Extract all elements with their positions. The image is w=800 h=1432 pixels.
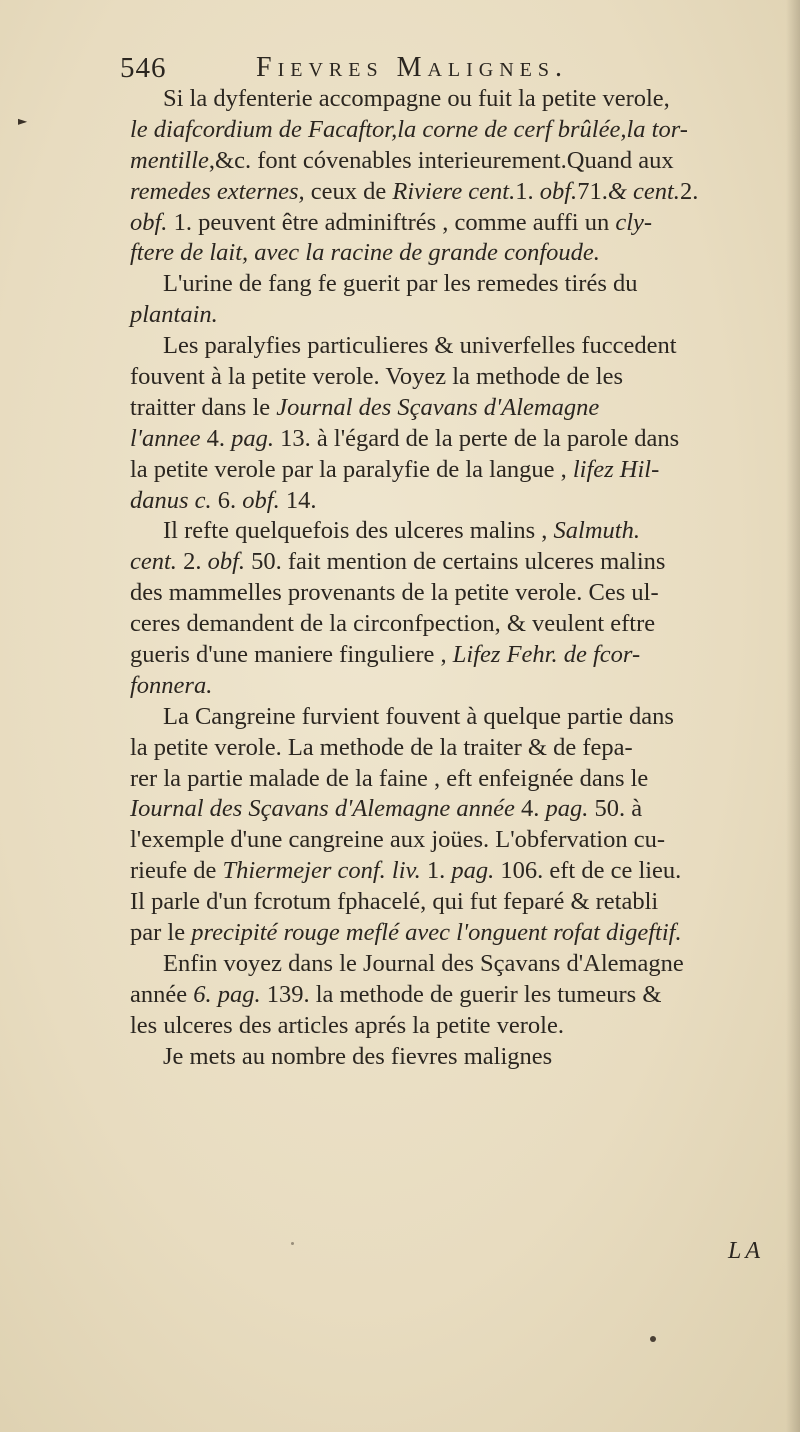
text-segment: 6. (211, 486, 243, 514)
italic-segment: 6. pag. (193, 980, 261, 1008)
italic-segment: plantain. (130, 301, 218, 329)
text-segment: Enfin voyez dans le Journal des Sçavans d'Alemagne (163, 949, 684, 977)
text-segment: 106. eft de ce lieu. (494, 857, 682, 885)
text-segment: traitter dans le (130, 393, 277, 421)
text-segment: 1. (515, 177, 540, 205)
text-segment: la petite verole par la paralyfie de la langue , (130, 455, 573, 483)
italic-segment: remedes externes, (130, 177, 305, 205)
text-line (130, 424, 790, 455)
text-line (130, 300, 790, 331)
text-line (130, 671, 790, 702)
text-segment: 4. (514, 795, 546, 823)
text-segment: 50. fait mention de certains ulceres malins (245, 548, 666, 576)
italic-segment: Salmuth. (553, 517, 640, 545)
italic-segment: pag. (231, 424, 275, 452)
text-line (130, 1011, 790, 1042)
text-line (130, 825, 790, 856)
italic-segment: cly- (615, 208, 653, 236)
italic-segment: precipité rouge meflé avec l'onguent rofat digeftif. (191, 919, 682, 947)
text-segment: 13. à l'égard de la perte de la parole dans (274, 424, 680, 452)
italic-segment: ftere de lait, avec la racine de grande confoude. (130, 239, 600, 267)
italic-segment: Riviere cent. (392, 177, 516, 205)
text-segment: rer la partie malade de la faine , eft enfeignée dans le (130, 764, 649, 792)
italic-segment: cent. (130, 548, 177, 576)
text-segment: Je mets au nombre des fievres malignes (163, 1042, 553, 1070)
text-line (130, 764, 790, 795)
text-segment: 2. (176, 548, 208, 576)
text-segment: Il refte quelquefois des ulceres malins , (163, 517, 554, 545)
italic-segment: obf. (207, 548, 245, 576)
text-line (130, 578, 790, 609)
text-line (130, 949, 790, 980)
text-segment: ,&c. font cóvenables interieurement.Quand aux (208, 146, 674, 174)
text-line (130, 887, 790, 918)
catchword: LA (728, 1238, 765, 1264)
ink-speck (650, 1336, 656, 1342)
italic-segment: obf. (539, 177, 578, 205)
text-segment: la petite verole. La methode de la traiter & de fepa- (130, 733, 633, 761)
text-segment: Il parle d'un fcrotum fphacelé, qui fut feparé & retabli (130, 888, 659, 916)
text-line (130, 1042, 790, 1073)
text-line (130, 362, 790, 393)
italic-segment: fonnera. (130, 671, 213, 699)
text-segment: 2. (679, 177, 699, 205)
text-segment: gueris d'une maniere finguliere , (130, 641, 453, 669)
italic-segment: pag. (451, 857, 495, 885)
text-segment: par le (130, 919, 192, 947)
text-segment: fouvent à la petite verole. Voyez la methode de les (130, 363, 624, 391)
italic-segment: l'annee (130, 424, 201, 452)
text-line (130, 455, 790, 486)
italic-segment: obf. (242, 486, 280, 514)
text-segment: 4. (200, 424, 232, 452)
text-segment: des mammelles provenants de la petite verole. Ces ul- (130, 579, 659, 607)
italic-segment: le diafcordium de Facaftor,la corne de cerf brûlée,la tor- (130, 115, 688, 143)
text-line (130, 115, 790, 146)
text-line (130, 393, 790, 424)
italic-segment: Journal des Sçavans d'Alemagne (276, 393, 600, 421)
italic-segment: pag. (545, 795, 589, 823)
italic-segment: Lifez Fehr. de fcor- (452, 641, 641, 669)
text-segment: L'urine de fang fe guerit par les remedes tirés du (163, 270, 638, 298)
text-line (130, 238, 790, 269)
text-line (130, 516, 790, 547)
text-line (130, 856, 790, 887)
text-line (130, 794, 790, 825)
text-line (130, 208, 790, 239)
text-line (130, 980, 790, 1011)
body-text (130, 84, 790, 1073)
text-segment: 139. la methode de guerir les tumeurs & (260, 980, 662, 1008)
text-segment: 1. (420, 857, 452, 885)
text-segment: Si la dyfenterie accompagne ou fuit la petite verole, (163, 85, 670, 112)
text-line (130, 331, 790, 362)
text-line (130, 733, 790, 764)
italic-segment: & cent. (607, 177, 680, 205)
margin-mark: ► (18, 114, 28, 128)
text-line (130, 918, 790, 949)
italic-segment: obf. (130, 208, 168, 236)
text-segment: 50. à (588, 795, 643, 823)
page-number: 546 (120, 52, 167, 84)
text-segment: les ulceres des articles aprés la petite verole. (130, 1011, 564, 1039)
text-line (130, 177, 790, 208)
text-line (130, 146, 790, 177)
text-segment: 1. peuvent être adminiftrés , comme auffi un (167, 208, 616, 236)
text-segment: année (130, 980, 194, 1008)
text-line (130, 702, 790, 733)
text-segment: 14. (279, 486, 317, 514)
italic-segment: lifez Hil- (572, 455, 660, 483)
text-segment: La Cangreine furvient fouvent à quelque partie dans (163, 702, 674, 730)
text-line (130, 269, 790, 300)
text-segment: ceres demandent de la circonfpection, & veulent eftre (130, 610, 656, 638)
text-segment: rieufe de (130, 857, 223, 885)
text-segment: l'exemple d'une cangreine aux joües. L'obfervation cu- (130, 826, 666, 854)
italic-segment: Thiermejer conf. liv. (222, 857, 421, 885)
text-segment: Les paralyfies particulieres & univerfelles fuccedent (163, 332, 677, 360)
text-line (130, 84, 790, 115)
text-line (130, 640, 790, 671)
running-title: Fievres Malignes. (256, 52, 569, 83)
italic-segment: mentille (130, 146, 209, 174)
text-line (130, 547, 790, 578)
text-line (130, 609, 790, 640)
ink-speck (291, 1242, 294, 1245)
italic-segment: Iournal des Sçavans d'Alemagne année (130, 795, 515, 823)
italic-segment: danus c. (130, 486, 212, 514)
text-segment: ceux de (304, 177, 393, 205)
text-line (130, 486, 790, 517)
text-segment: 71. (577, 177, 608, 205)
